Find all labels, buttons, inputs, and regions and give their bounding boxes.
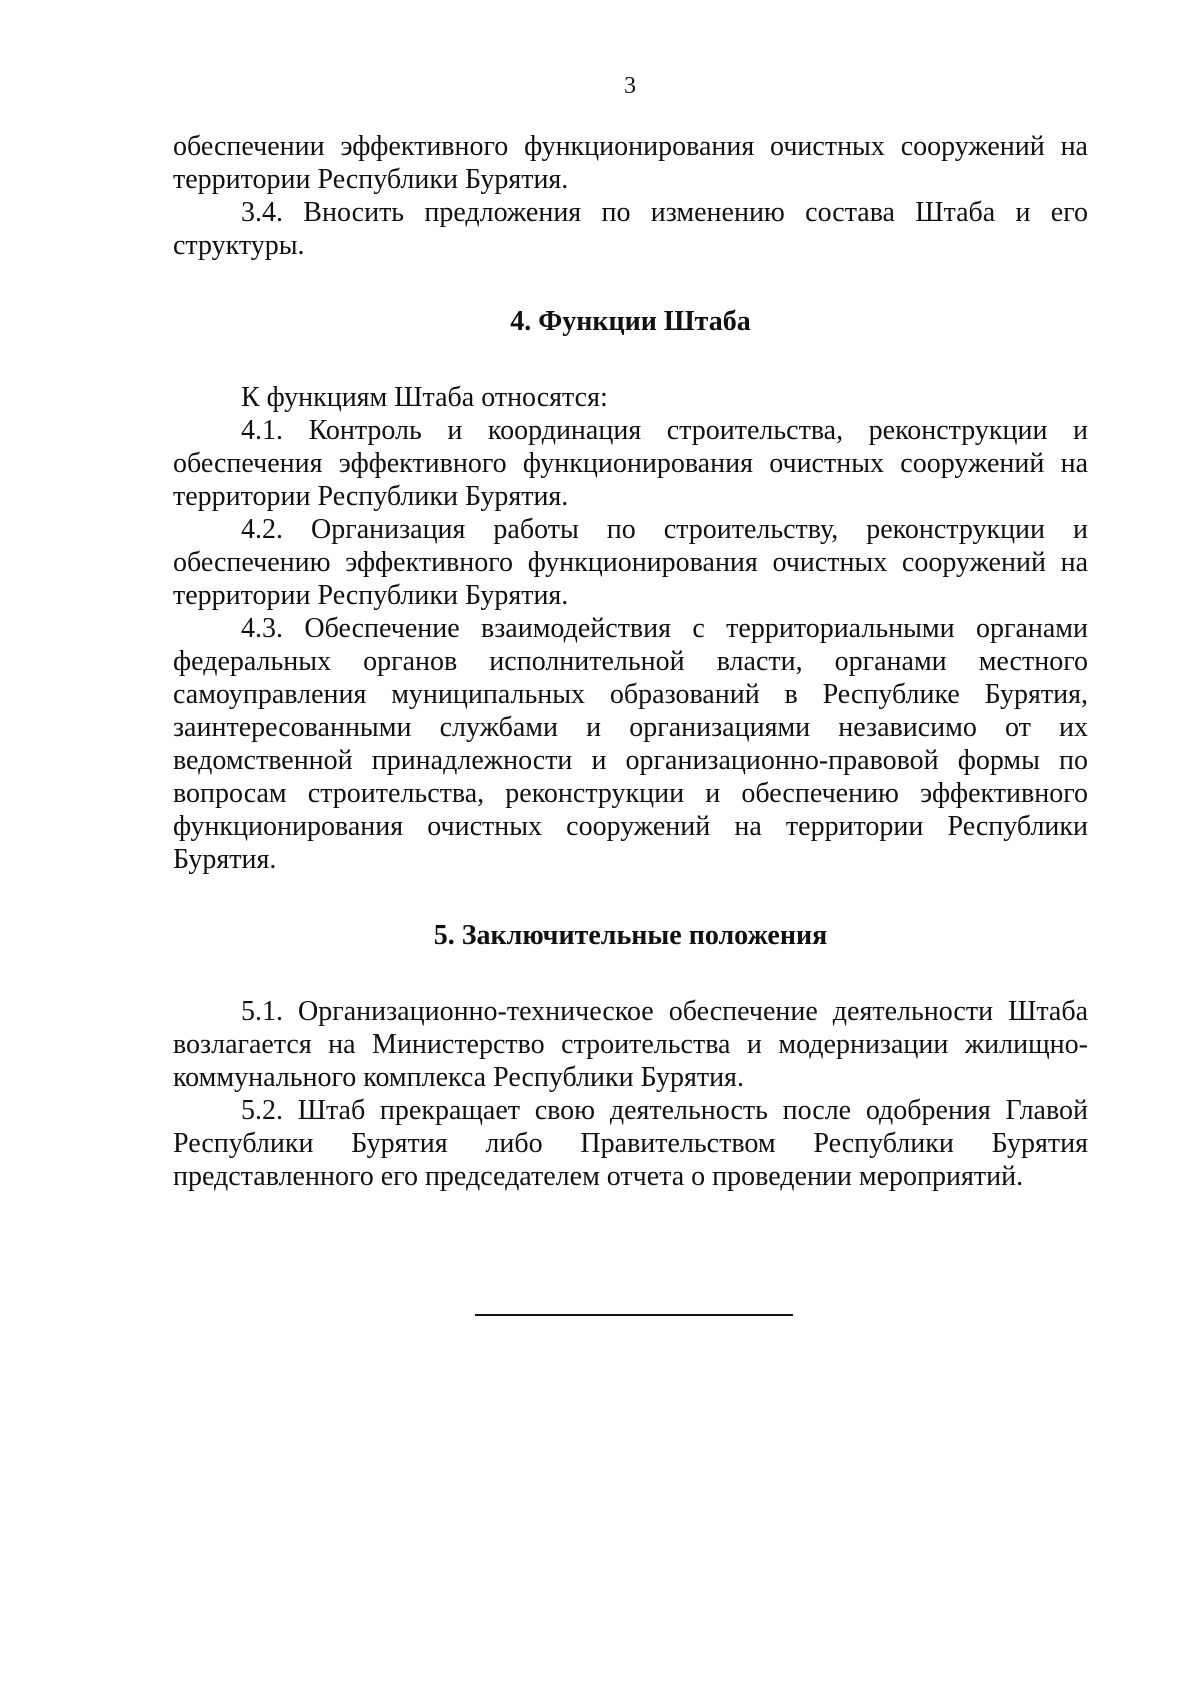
paragraph-continuation: обеспечении эффективного функционирования очистных сооружений на территории Республики Бурятия. [173,131,1088,195]
closing-divider [475,1314,793,1316]
page-number: 3 [624,73,636,99]
section-4-heading: 4. Функции Штаба [510,306,751,337]
document-body [173,130,1088,1193]
section-4-intro: К функциям Штаба относятся: [241,382,608,413]
paragraph-4-2: 4.2. Организация работы по строительству, реконструкции и обеспечению эффективного функционирования очистных сооружений на территории Республики Бурятия. [173,514,1088,611]
paragraph-4-1: 4.1. Контроль и координация строительства, реконструкции и обеспечения эффективного функционирования очистных сооружений на территории Республики Бурятия. [173,415,1088,512]
paragraph-4-3: 4.3. Обеспечение взаимодействия с территориальными органами федеральных органов исполнительной власти, органами местного самоуправления муниципальных образований в Республике Бурятия, заинтересованными службами и организациями независимо от их ведомственной принадлежности и организационно-правовой формы по вопросам строительства, реконструкции и обеспечению эффективного функционирования очистных сооружений на территории Республики Бурятия. [173,613,1088,875]
paragraph-5-2: 5.2. Штаб прекращает свою деятельность после одобрения Главой Республики Бурятия либо Правительством Республики Бурятия представленного его председателем отчета о проведении мероприятий. [173,1095,1088,1192]
paragraph-3-4: 3.4. Вносить предложения по изменению состава Штаба и его структуры. [173,197,1088,261]
paragraph-5-1: 5.1. Организационно-техническое обеспечение деятельности Штаба возлагается на Министерство строительства и модернизации жилищно-коммунального комплекса Республики Бурятия. [173,996,1088,1093]
section-5-heading: 5. Заключительные положения [433,920,828,951]
